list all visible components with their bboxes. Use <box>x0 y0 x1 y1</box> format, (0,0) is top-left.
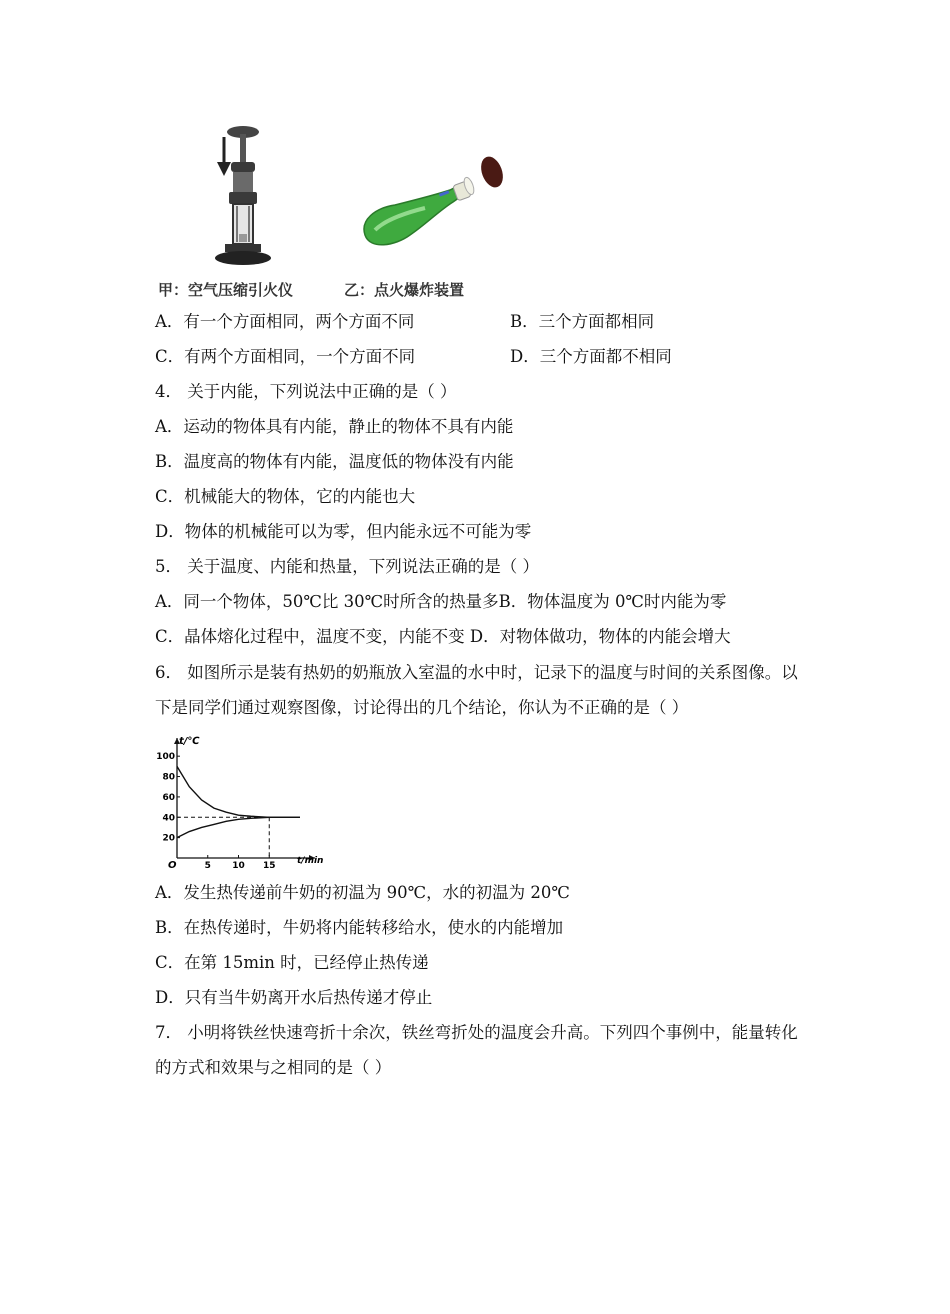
q6-stem: 6． 如图所示是装有热奶的奶瓶放入室温的水中时，记录下的温度与时间的关系图像。以下是同学们通过观察图像，讨论得出的几个结论，你认为不正确的是（ ） <box>155 663 798 717</box>
figure-caption-yi: 乙：点火爆炸装置 <box>344 281 465 299</box>
figure-caption-jia: 甲：空气压缩引火仪 <box>158 281 294 299</box>
y-tick-label: 80 <box>162 772 175 783</box>
ignition-explosion-device-figure <box>355 150 515 255</box>
q4-option-c: C．机械能大的物体，它的内能也大 <box>155 487 416 506</box>
q5-options-line2: C．晶体熔化过程中，温度不变，内能不变 D．对物体做功，物体的内能会增大 <box>155 627 731 646</box>
series-line-milk <box>177 766 300 817</box>
y-tick-label: 40 <box>162 813 175 824</box>
air-compression-igniter-image <box>205 122 280 270</box>
x-tick-label: 10 <box>232 861 245 871</box>
q6-option-a: A．发生热传递前牛奶的初温为 90℃，水的初温为 20℃ <box>155 883 570 902</box>
q6-option-c: C．在第 15min 时，已经停止热传递 <box>155 953 429 972</box>
q4-option-a: A．运动的物体具有内能，静止的物体不具有内能 <box>155 417 514 436</box>
q4-option-d: D．物体的机械能可以为零，但内能永远不可能为零 <box>155 522 532 541</box>
q6-option-d: D．只有当牛奶离开水后热传递才停止 <box>155 988 433 1007</box>
x-axis-label: t/min <box>297 856 324 866</box>
y-tick-label: 60 <box>162 792 175 803</box>
q3-option-a: A．有一个方面相同，两个方面不同 <box>155 312 415 331</box>
q5-stem: 5． 关于温度、内能和热量，下列说法正确的是（ ） <box>155 557 539 576</box>
series-line-water <box>177 817 300 837</box>
q3-option-d: D．三个方面都不相同 <box>510 347 672 366</box>
y-tick-label: 100 <box>156 752 175 763</box>
y-tick-label: 20 <box>162 833 175 844</box>
x-tick-label: 15 <box>262 861 276 871</box>
q5-options-line1: A．同一个物体，50℃比 30℃时所含的热量多B．物体温度为 0℃时内能为零 <box>155 592 727 611</box>
q4-stem: 4． 关于内能，下列说法中正确的是（ ） <box>155 382 457 401</box>
air-compression-igniter-figure <box>205 122 280 270</box>
q3-option-c: C．有两个方面相同，一个方面不同 <box>155 347 416 366</box>
q7-stem: 7． 小明将铁丝快速弯折十余次，铁丝弯折处的温度会升高。下列四个事例中，能量转化的方式和效果与之相同的是（ ） <box>155 1023 798 1077</box>
ignition-explosion-device-image <box>355 150 515 255</box>
q4-option-b: B．温度高的物体有内能，温度低的物体没有内能 <box>155 452 514 471</box>
temperature-time-chart <box>155 728 325 873</box>
temperature-time-chart-svg <box>155 728 325 873</box>
origin-label: O <box>168 860 177 871</box>
q6-option-b: B．在热传递时，牛奶将内能转移给水，使水的内能增加 <box>155 918 564 937</box>
q3-option-b: B．三个方面都相同 <box>510 312 655 331</box>
x-tick-label: 5 <box>204 861 211 871</box>
y-axis-label: t/℃ <box>179 736 200 747</box>
